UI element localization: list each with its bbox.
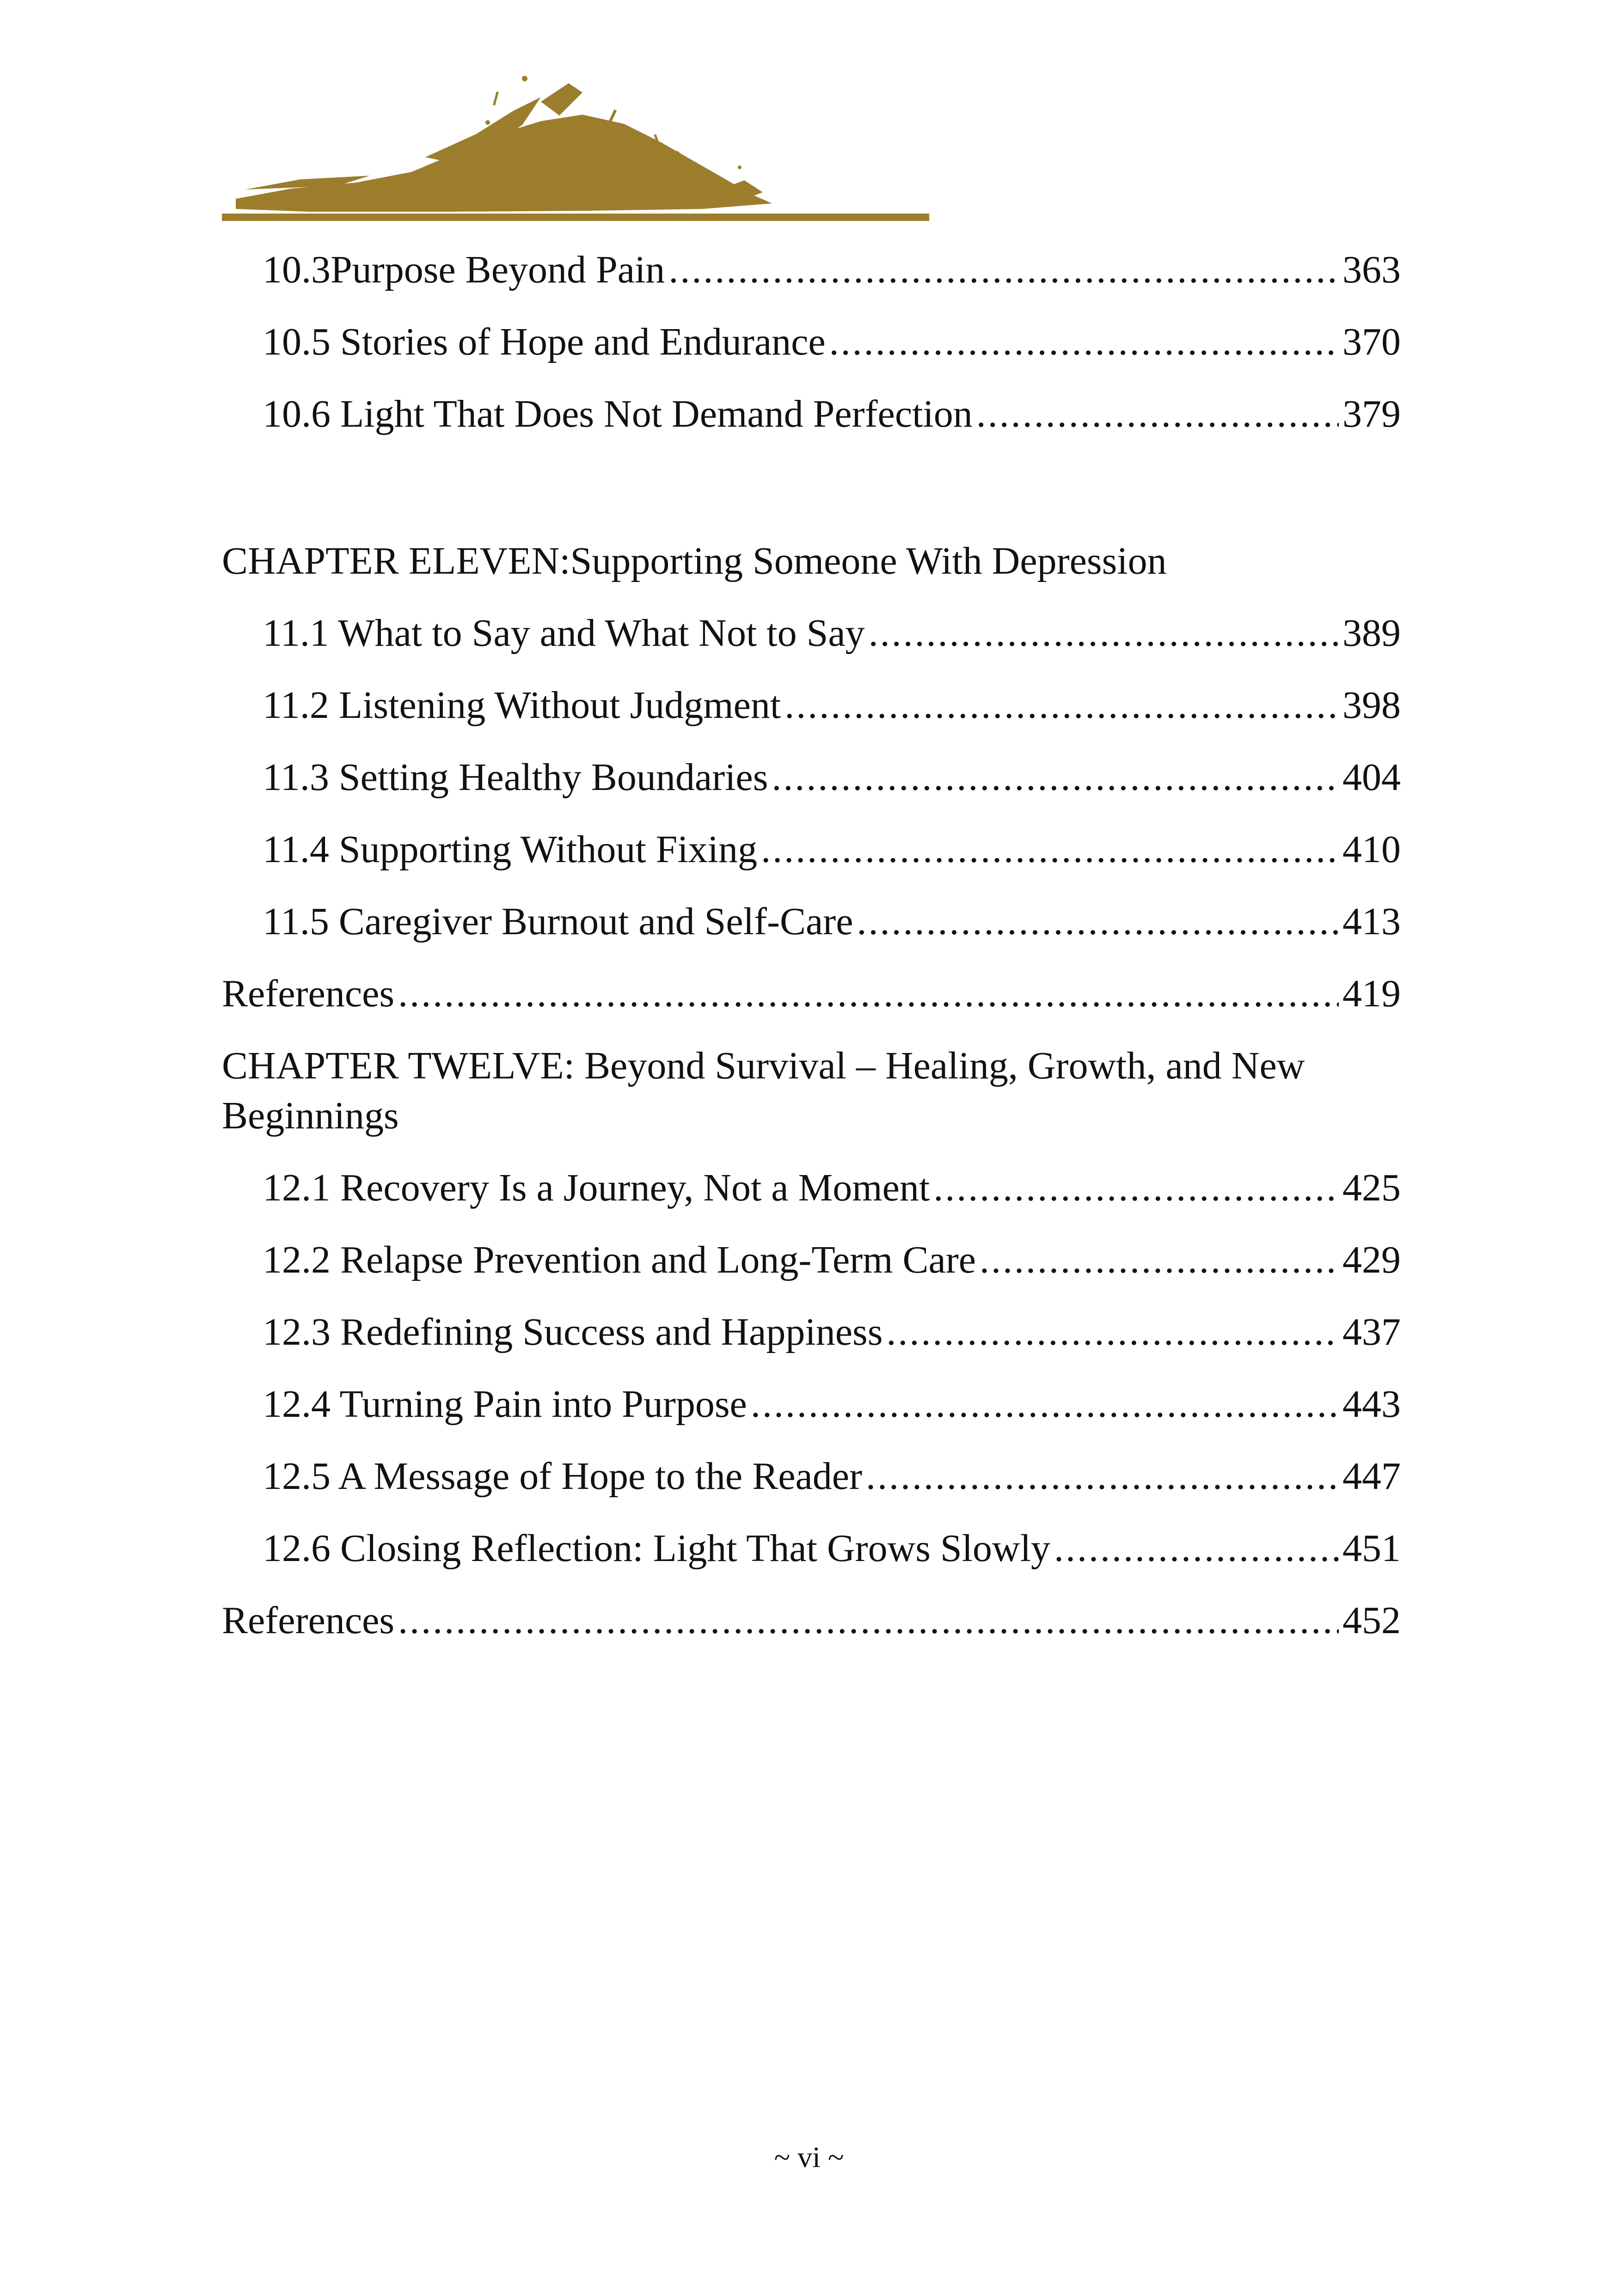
toc-section-entry[interactable] [222,1451,1401,1501]
toc-entry-title: 11.1 What to Say and What Not to Say [263,612,865,655]
toc-section-entry[interactable] [222,317,1401,367]
toc-entry-title: 12.1 Recovery Is a Journey, Not a Moment [263,1166,930,1209]
toc-section-entry[interactable] [222,897,1401,947]
toc-dot-leader [398,1596,1339,1646]
toc-entry-page: 370 [1342,320,1401,363]
toc-entry-title: References [222,972,395,1015]
toc-entry-page: 413 [1342,900,1401,943]
toc-entry-page: 429 [1342,1238,1401,1281]
toc-entry-title: 12.4 Turning Pain into Purpose [263,1383,747,1426]
toc-entry-page: 398 [1342,684,1401,727]
toc-chapter-heading[interactable]: CHAPTER ELEVEN:Supporting Someone With Depression [222,539,1167,582]
toc-entry-title: 12.2 Relapse Prevention and Long-Term Care [263,1238,976,1281]
toc-entry-page: 443 [1342,1383,1401,1426]
toc-entry-title: References [222,1599,395,1642]
table-of-contents [222,245,1401,1668]
toc-chapter-heading[interactable]: CHAPTER TWELVE: Beyond Survival – Healing, Growth, and New Beginnings [222,1044,1305,1137]
toc-dot-leader [1054,1524,1339,1574]
toc-section-entry[interactable] [222,608,1401,658]
toc-dot-leader [398,969,1339,1019]
toc-entry-title: 12.3 Redefining Success and Happiness [263,1310,883,1353]
toc-dot-leader [933,1163,1339,1213]
toc-section-entry[interactable] [222,680,1401,730]
toc-section-entry[interactable] [222,1235,1401,1285]
toc-entry-title: 11.5 Caregiver Burnout and Self-Care [263,900,853,943]
toc-entry-title: 10.5 Stories of Hope and Endurance [263,320,826,363]
toc-section-entry[interactable] [222,825,1401,875]
toc-entry-title: 10.6 Light That Does Not Demand Perfection [263,392,973,435]
toc-dot-leader [976,389,1339,439]
toc-section-entry[interactable] [222,1307,1401,1357]
toc-section-entry[interactable] [222,245,1401,295]
toc-section-entry[interactable] [222,389,1401,439]
toc-dot-leader [751,1379,1339,1429]
toc-dot-leader [886,1307,1339,1357]
header-ornament [217,65,934,236]
toc-entry-page: 419 [1342,972,1401,1015]
toc-dot-leader [869,608,1339,658]
toc-entry-title: 12.5 A Message of Hope to the Reader [263,1455,863,1498]
toc-entry-title: 12.6 Closing Reflection: Light That Grows Slowly [263,1527,1051,1570]
toc-dot-leader [784,680,1339,730]
toc-entry-title: 10.3Purpose Beyond Pain [263,248,665,291]
toc-dot-leader [761,825,1339,875]
toc-entry-page: 451 [1342,1527,1401,1570]
toc-section-entry[interactable] [222,753,1401,802]
toc-dot-leader [857,897,1339,947]
toc-entry-title: 11.2 Listening Without Judgment [263,684,781,727]
toc-section-entry[interactable] [222,1379,1401,1429]
ornament-rule [222,214,929,221]
toc-entry-page: 452 [1342,1599,1401,1642]
toc-entry-page: 425 [1342,1166,1401,1209]
toc-entry-page: 363 [1342,248,1401,291]
toc-entry-page: 389 [1342,612,1401,655]
toc-section-entry[interactable] [222,1163,1401,1213]
toc-dot-leader [668,245,1339,295]
toc-dot-leader [829,317,1339,367]
toc-entry-page: 437 [1342,1310,1401,1353]
toc-dot-leader [980,1235,1339,1285]
toc-entry-page: 379 [1342,392,1401,435]
toc-references-entry[interactable] [222,969,1401,1019]
toc-references-entry[interactable] [222,1596,1401,1646]
toc-entry-page: 410 [1342,828,1401,871]
toc-entry-title: 11.4 Supporting Without Fixing [263,828,758,871]
toc-dot-leader [772,753,1339,802]
toc-entry-title: 11.3 Setting Healthy Boundaries [263,756,768,799]
toc-entry-page: 447 [1342,1455,1401,1498]
page-number: ~ vi ~ [774,2141,844,2174]
toc-entry-page: 404 [1342,756,1401,799]
toc-section-entry[interactable] [222,1524,1401,1574]
toc-dot-leader [866,1451,1339,1501]
